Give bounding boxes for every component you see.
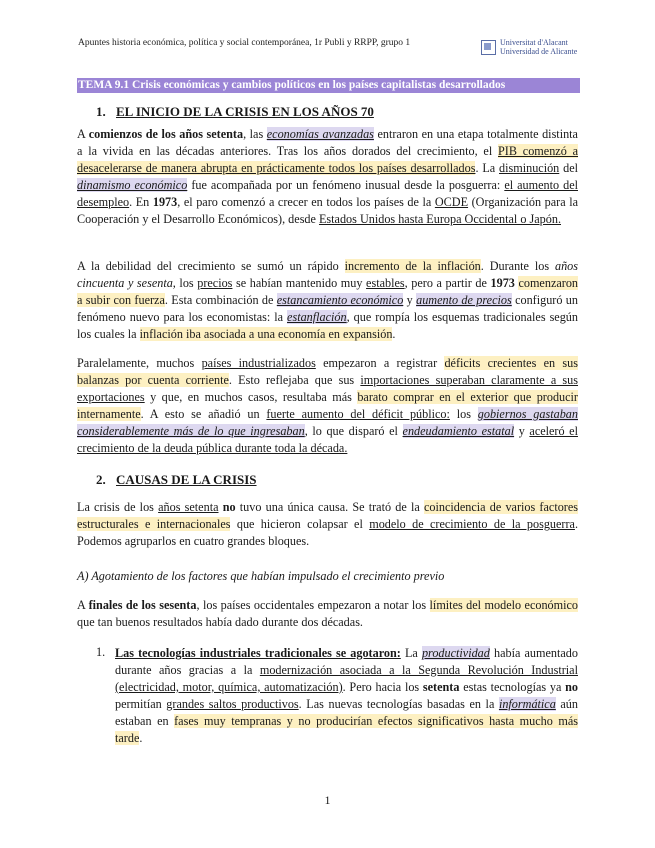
page-header: Apuntes historia económica, política y social contemporánea, 1r Publi y RRPP, grupo 1 [78,38,411,48]
section-1-heading: 1. EL INICIO DE LA CRISIS EN LOS AÑOS 70 [96,104,374,119]
page-number: 1 [324,793,331,807]
logo-line-2: Universidad de Alicante [500,47,578,56]
section-2-heading: 2. CAUSAS DE LA CRISIS [96,472,257,487]
section-1-paragraph-1: A comienzos de los años setenta, las economías avanzadas entraron en una etapa totalmente distinta a la vivida en las décadas anteriores. Tras los años dorados del crecimiento, el PIB comenzó a desacelerarse de manera abrupta en prácticamente todos los países desarrollados. La disminución del dinamismo económico fue acompañada por un fenómeno inusual desde la posguerra: el aumento del desempleo. En 1973, el paro comenzó a crecer en todos los países de la OCDE (Organización para la Cooperación y el Desarrollo Económicos), desde Estados Unidos hasta Europa Occidental o Japón. [77,127,579,226]
list-item-1: Las tecnologías industriales tradicionales se agotaron: La productividad había aumentado durante años gracias a la modernización asociada a la Segunda Revolución Industrial (electricidad, motor, química, automatización). Pero hacia los setenta estas tecnologías ya no permitían grandes saltos productivos. Las nuevas tecnologías basadas en la informática aún estaban en fases muy tempranas y no producirían efectos significativos hasta mucho más tarde. [115,646,578,745]
university-shield-icon [481,40,496,55]
list-item-number: 1. [96,645,106,659]
section-1-paragraph-2: A la debilidad del crecimiento se sumó un rápido incremento de la inflación. Durante los años cincuenta y sesenta, los precios se habían mantenido muy estables, pero a partir de 1973 comenzaron a subir con fuerza. Esta combinación de estancamiento económico y aumento de precios configuró un fenómeno nuevo para los economistas: la estanflación, que rompía los esquemas tradicionales según los cuales la inflación iba asociada a una economía en expansión. [77,259,579,341]
logo-line-1: Universitat d'Alacant [500,38,568,47]
subsection-a-heading: A) Agotamiento de los factores que habían impulsado el crecimiento previo [77,569,445,583]
university-logo [481,36,581,58]
document-title: TEMA 9.1 Crisis económicas y cambios políticos en los países capitalistas desarrollados [77,78,580,93]
section-2-paragraph-2: A finales de los sesenta, los países occidentales empezaron a notar los límites del modelo económico que tan buenos resultados había dado durante dos décadas. [77,598,579,629]
section-1-paragraph-3: Paralelamente, muchos países industrializados empezaron a registrar déficits crecientes en sus balanzas por cuenta corriente. Esto reflejaba que sus importaciones superaban claramente a sus exportaciones y que, en muchos casos, resultaba más barato comprar en el exterior que producir internamente. A esto se añadió un fuerte aumento del déficit público: los gobiernos gastaban considerablemente más de lo que ingresaban, lo que disparó el endeudamiento estatal y aceleró el crecimiento de la deuda pública durante toda la década. [77,356,579,455]
section-2-paragraph-1: La crisis de los años setenta no tuvo una única causa. Se trató de la coincidencia de varios factores estructurales e internacionales que hicieron colapsar el modelo de crecimiento de la posguerra. Podemos agruparlos en cuatro grandes bloques. [77,500,579,548]
